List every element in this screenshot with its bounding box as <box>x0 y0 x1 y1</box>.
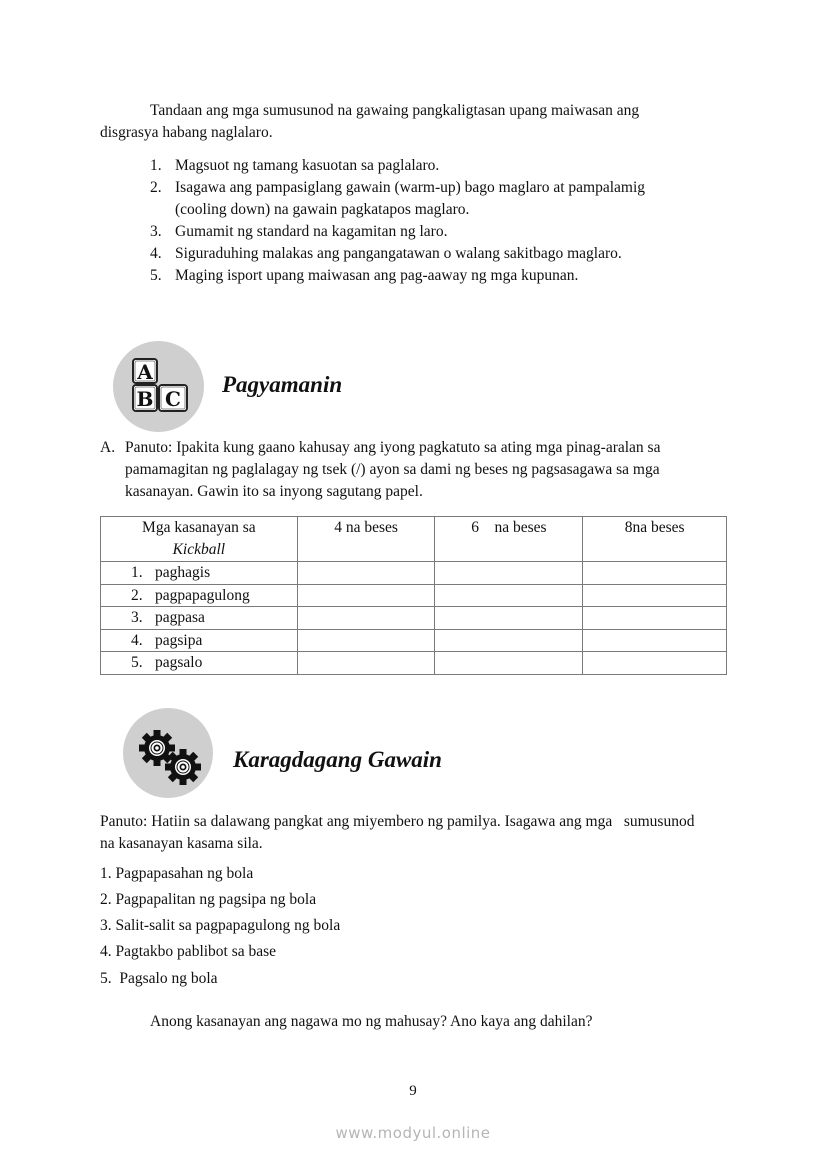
abc-blocks-icon <box>113 341 204 432</box>
list-item: 5. Pagsalo ng bola <box>100 970 218 987</box>
checkbox-cell-8[interactable] <box>583 607 727 630</box>
checkbox-cell-8[interactable] <box>583 629 727 652</box>
checkbox-cell-4[interactable] <box>297 562 435 585</box>
column-header-4-times: 4 na beses <box>297 517 435 562</box>
checkbox-cell-4[interactable] <box>297 629 435 652</box>
instruction-line-2: pamamagitan ng paglalagay ng tsek (/) ayon sa dami ng beses ng pagsasagawa sa mga <box>125 461 660 478</box>
table-header-row <box>101 517 727 562</box>
skill-cell: 4. pagsipa <box>101 629 298 652</box>
list-item: 1. Pagpapasahan ng bola <box>100 865 254 882</box>
watermark: www.modyul.online <box>335 1124 491 1142</box>
checkbox-cell-8[interactable] <box>583 562 727 585</box>
skills-checklist-table <box>100 516 727 675</box>
table-row <box>101 629 727 652</box>
column-header-8-times: 8na beses <box>583 517 727 562</box>
column-header-6-times: 6 na beses <box>435 517 583 562</box>
table-row <box>101 607 727 630</box>
list-item: 3. Salit-salit sa pagpapagulong ng bola <box>100 917 341 934</box>
checkbox-cell-6[interactable] <box>435 652 583 675</box>
list-item: 2. Pagpapalitan ng pagsipa ng bola <box>100 891 317 908</box>
column-header-skill: Mga kasanayan sa Kickball <box>101 517 298 562</box>
skill-cell: 1. paghagis <box>101 562 298 585</box>
svg-text:A: A <box>137 360 153 384</box>
skill-cell: 3. pagpasa <box>101 607 298 630</box>
page-number: 9 <box>409 1083 417 1099</box>
checkbox-cell-4[interactable] <box>297 584 435 607</box>
checkbox-cell-6[interactable] <box>435 629 583 652</box>
table-row <box>101 584 727 607</box>
checkbox-cell-8[interactable] <box>583 652 727 675</box>
checkbox-cell-6[interactable] <box>435 584 583 607</box>
instruction-line-1: Panuto: Ipakita kung gaano kahusay ang iyong pagkatuto sa ating mga pinag-aralan sa <box>125 439 661 456</box>
skill-cell: 5. pagsalo <box>101 652 298 675</box>
checkbox-cell-4[interactable] <box>297 652 435 675</box>
instruction-line-3: kasanayan. Gawin ito sa inyong sagutang papel. <box>125 483 423 500</box>
intro-line-2: disgrasya habang naglalaro. <box>100 124 273 141</box>
intro-line-1: Tandaan ang mga sumusunod na gawaing pangkaligtasan upang maiwasan ang <box>150 102 640 119</box>
checkbox-cell-4[interactable] <box>297 607 435 630</box>
instruction-line-2: na kasanayan kasama sila. <box>100 835 263 852</box>
list-item: 4. Pagtakbo pablibot sa base <box>100 943 277 960</box>
svg-text:C: C <box>165 387 181 411</box>
checkbox-cell-6[interactable] <box>435 607 583 630</box>
checkbox-cell-6[interactable] <box>435 562 583 585</box>
section-title-pagyamanin: Pagyamanin <box>222 372 343 397</box>
reflection-question: Anong kasanayan ang nagawa mo ng mahusay? Ano kaya ang dahilan? <box>150 1013 593 1030</box>
skill-cell: 2. pagpapagulong <box>101 584 298 607</box>
gears-icon <box>123 708 213 798</box>
instruction-label: A. <box>100 439 116 456</box>
instruction-line-1: Panuto: Hatiin sa dalawang pangkat ang miyembero ng pamilya. Isagawa ang mga sumusunod <box>100 813 695 830</box>
svg-text:B: B <box>136 387 154 411</box>
checkbox-cell-8[interactable] <box>583 584 727 607</box>
table-row <box>101 562 727 585</box>
section-title-karagdagang-gawain: Karagdagang Gawain <box>233 747 442 772</box>
table-row <box>101 652 727 675</box>
